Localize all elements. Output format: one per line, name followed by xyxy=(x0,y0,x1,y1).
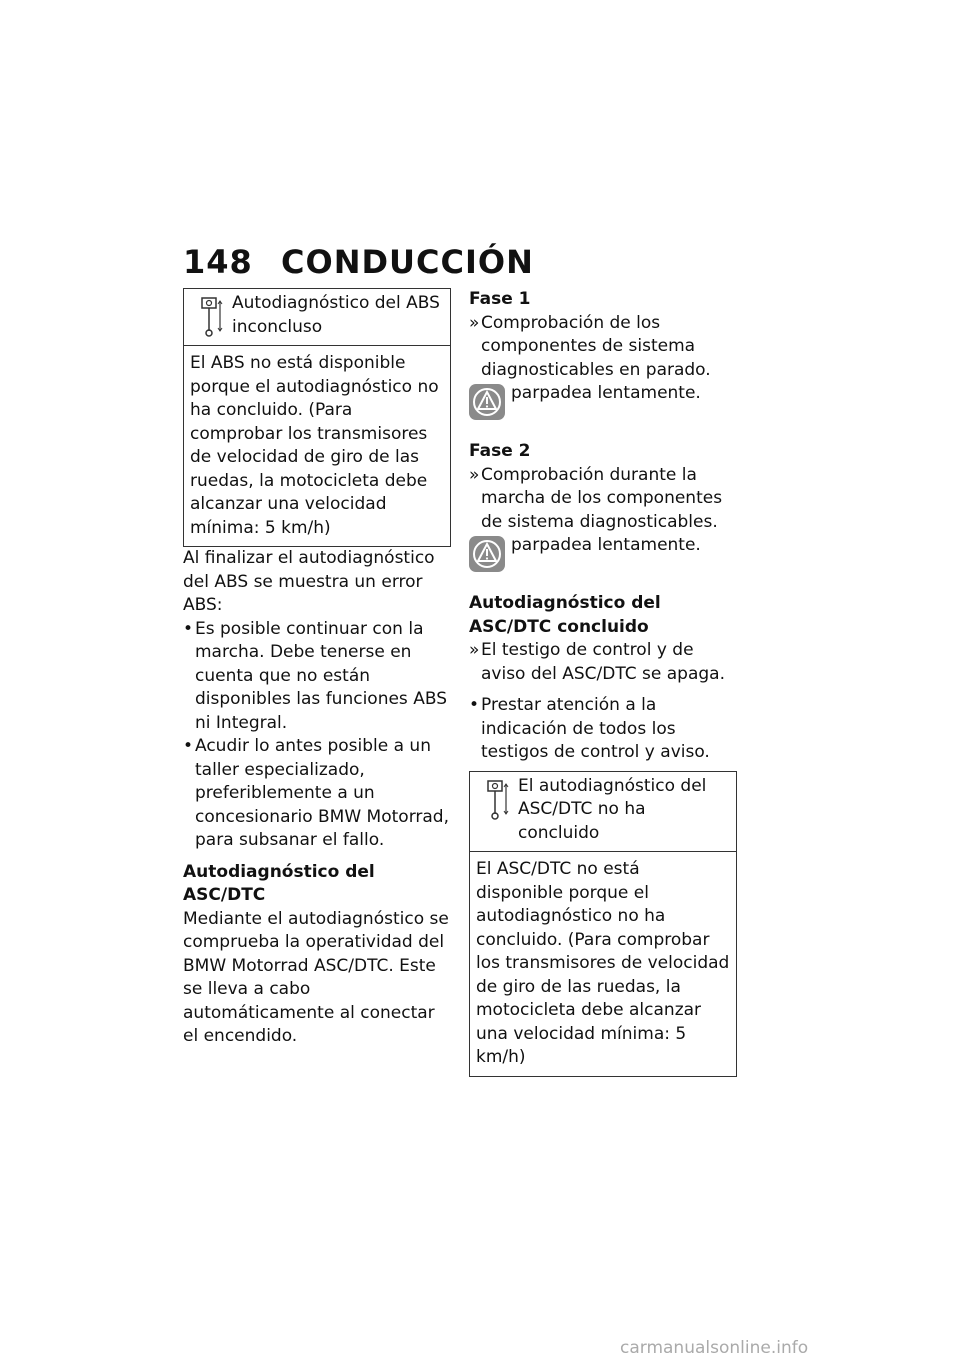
bullet-mark: • xyxy=(469,695,480,715)
phase1-warning-text: parpadea lentamente. xyxy=(511,383,701,403)
step-mark: » xyxy=(469,640,480,660)
step-mark: » xyxy=(469,464,480,485)
list-item-text: Prestar atención a la indicación de todos los testigos de control y aviso. xyxy=(481,695,710,762)
phase2-warning-row xyxy=(469,534,737,574)
phase1-warning-row xyxy=(469,382,737,422)
section-heading-concluded: Autodiagnóstico del ASC/DTC concluido xyxy=(469,593,661,637)
phase2-step xyxy=(469,464,737,535)
notice-box-abs xyxy=(183,288,451,547)
bullet-mark: • xyxy=(183,618,194,639)
abs-error-intro: Al finalizar el autodiagnóstico del ABS se muestra un error ABS: xyxy=(183,548,435,615)
notice-box-body: El ABS no está disponible porque el autodiagnóstico no ha concluido. (Para comprobar los transmisores de velocidad de giro de las ruedas, la motocicleta debe alcanzar una velocidad mínima: 5 km/h) xyxy=(190,353,439,538)
notice-box-title: Autodiagnóstico del ABS inconcluso xyxy=(232,293,440,337)
notice-box-header xyxy=(470,772,736,853)
diagnostic-icon xyxy=(198,295,224,337)
phase2-warning-text: parpadea lentamente. xyxy=(511,535,701,555)
footer-watermark: carmanualsonline.info xyxy=(620,1338,809,1358)
diagnostic-icon xyxy=(484,778,510,820)
notice-box-asc-dtc xyxy=(469,771,737,1077)
page-number: 148 xyxy=(183,243,253,281)
notice-box-title: El autodiagnóstico del ASC/DTC no ha concluido xyxy=(518,775,707,843)
notice-box-header xyxy=(184,289,450,346)
concluded-step xyxy=(469,639,737,686)
bullet-mark: • xyxy=(183,736,194,756)
list-item xyxy=(183,735,451,853)
section-heading-asc-dtc: Autodiagnóstico del ASC/DTC xyxy=(183,861,375,905)
warning-light-icon xyxy=(469,384,505,420)
phase2-heading: Fase 2 xyxy=(469,441,531,461)
phase2-step-text: Comprobación durante la marcha de los componentes de sistema diagnosticables. xyxy=(481,464,723,532)
concluded-step-text: El testigo de control y de aviso del ASC/DTC se apaga. xyxy=(481,640,725,684)
phase1-step xyxy=(469,312,737,383)
section-title: CONDUCCIÓN xyxy=(281,243,534,281)
right-column xyxy=(469,288,737,1077)
list-item xyxy=(469,694,737,765)
list-item-text: Es posible continuar con la marcha. Debe tenerse en cuenta que no están disponibles las funciones ABS ni Integral. xyxy=(195,618,447,733)
list-item xyxy=(183,618,451,736)
step-mark: » xyxy=(469,312,480,333)
list-item-text: Acudir lo antes posible a un taller especializado, preferiblemente a un concesionario BMW Motorrad, para subsanar el fallo. xyxy=(195,736,449,850)
phase1-step-text: Comprobación de los componentes de sistema diagnosticables en parado. xyxy=(481,312,711,380)
warning-light-icon xyxy=(469,536,505,572)
notice-box-body: El ASC/DTC no está disponible porque el autodiagnóstico no ha concluido. (Para comprobar los transmisores de velocidad de giro de las ruedas, la motocicleta debe alcanzar una velocidad mínima: 5 km/h) xyxy=(476,859,730,1067)
phase1-heading: Fase 1 xyxy=(469,289,531,309)
page-header xyxy=(183,243,534,281)
asc-dtc-paragraph: Mediante el autodiagnóstico se comprueba la operatividad del BMW Motorrad ASC/DTC. Este se lleva a cabo automáticamente al conectar el encendido. xyxy=(183,908,449,1046)
left-column xyxy=(183,288,451,1049)
